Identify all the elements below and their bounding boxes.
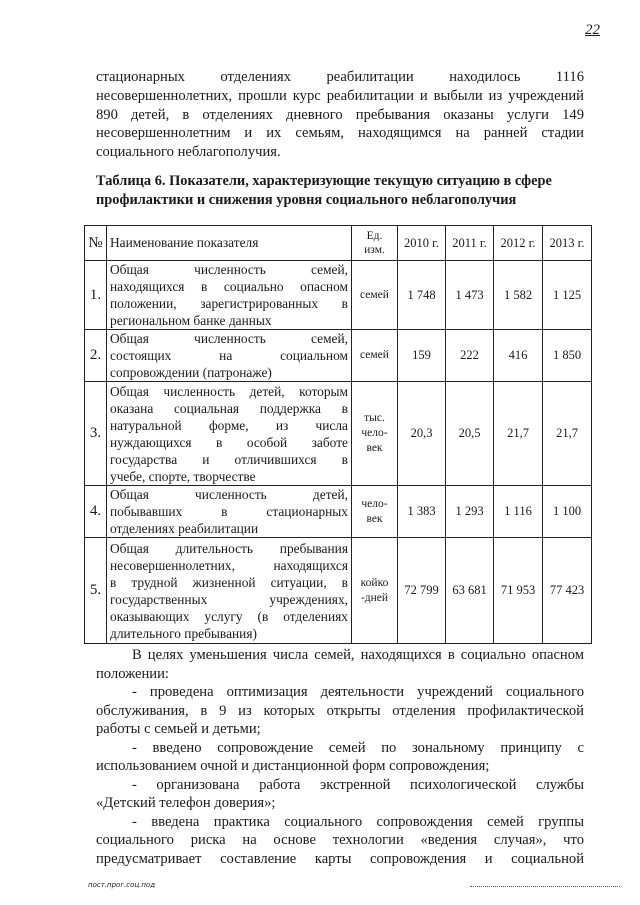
value-cell: 1 473 (446, 261, 494, 330)
intro-line: несовершеннолетних, прошли курс реабилитации и выбыли из учреждений (96, 87, 584, 104)
indicator-line: сопровождении (патронаже) (110, 365, 272, 380)
value-cell: 1 125 (543, 261, 592, 330)
measures-line: - организована работа экстренной психологической службы (132, 776, 584, 793)
value-cell: 72 799 (398, 538, 446, 644)
value-cell: 1 850 (543, 330, 592, 382)
indicator-line: Общая длительность пребывания (110, 540, 348, 556)
table-caption: Таблица 6. Показатели, характеризующие текущую ситуацию в сфере профилактики и снижения уровня социального неблагополучия (96, 173, 552, 208)
indicator-name (107, 382, 352, 486)
table-header-row (85, 226, 592, 261)
table-row (85, 382, 592, 486)
indicator-name (107, 486, 352, 538)
footer-filename: пост.прог.соц.под (88, 881, 156, 889)
value-cell: 21,7 (543, 382, 592, 486)
indicator-line: длительного пребывания) (110, 625, 257, 641)
indicator-line: региональном банке данных (110, 313, 272, 328)
unit-line: койко (360, 576, 389, 589)
indicator-line: несовершеннолетних, находящихся (110, 557, 348, 573)
indicator-line: оказывающих услугу (в отделениях (110, 608, 348, 624)
unit-line: чело- (361, 497, 388, 510)
measures-line: - введено сопровождение семей по зональному принципу с (132, 739, 584, 756)
header-num: № (85, 226, 107, 261)
measures-line: - введена практика социального сопровождения семей группы (132, 813, 584, 830)
indicator-name (107, 538, 352, 644)
header-year: 2012 г. (494, 226, 543, 261)
row-number: 1. (85, 261, 107, 330)
indicator-line: находящихся в социально опасном (110, 279, 348, 294)
intro-line: стационарных отделениях реабилитации находилось 1116 (96, 69, 584, 85)
value-cell: 20,3 (398, 382, 446, 486)
intro-paragraph (96, 68, 584, 162)
indicator-line: натуральной форме, из числа (110, 417, 348, 433)
measures-line: «Детский телефон доверия»; (96, 795, 276, 811)
unit-cell: семей (352, 330, 398, 382)
unit-line: чело- (361, 427, 388, 439)
row-number: 3. (85, 382, 107, 486)
header-year: 2011 г. (446, 226, 494, 261)
indicator-name (107, 330, 352, 382)
footer-rule (470, 886, 620, 887)
indicator-line: в трудной жизненной ситуации, в (110, 574, 348, 590)
value-cell: 159 (398, 330, 446, 382)
value-cell: 63 681 (446, 538, 494, 644)
row-number: 2. (85, 330, 107, 382)
table-row (85, 538, 592, 644)
indicator-name (107, 261, 352, 330)
measures-line: предусматривает составление карты сопровождения и социальной (96, 850, 584, 867)
value-cell: 1 116 (494, 486, 543, 538)
header-year: 2010 г. (398, 226, 446, 261)
intro-line: несовершеннолетним и их семьям, находящимся на ранней стадии (96, 125, 584, 142)
indicators-table (84, 225, 592, 644)
value-cell: 222 (446, 330, 494, 382)
row-number: 4. (85, 486, 107, 538)
value-cell: 20,5 (446, 382, 494, 486)
measures-line: работы с семьей и детьми; (96, 721, 261, 737)
value-cell: 1 582 (494, 261, 543, 330)
indicator-line: положении, зарегистрированных в (110, 296, 348, 311)
indicator-line: учебе, спорте, творчестве (110, 468, 256, 484)
intro-line: социального неблагополучия. (96, 144, 281, 161)
unit-line: -дней (360, 591, 389, 604)
value-cell: 416 (494, 330, 543, 382)
unit-line: век (366, 442, 383, 454)
unit-cell (352, 486, 398, 538)
value-cell: 1 100 (543, 486, 592, 538)
value-cell: 71 953 (494, 538, 543, 644)
measures-line: обслуживания, в 9 из которых открыты отделения профилактической (96, 702, 584, 719)
measures-line: положении: (96, 665, 169, 682)
unit-cell: семей (352, 261, 398, 330)
header-unit: Ед. изм. (352, 226, 398, 261)
value-cell: 1 383 (398, 486, 446, 538)
measures-line: использованием очной и дистанционной форм сопровождения; (96, 758, 490, 774)
table-row (85, 486, 592, 538)
header-year: 2013 г. (543, 226, 592, 261)
unit-line: тыс. (364, 412, 385, 424)
indicator-line: состоящих на социальном (110, 348, 348, 363)
value-cell: 1 748 (398, 261, 446, 330)
table-row (85, 261, 592, 330)
indicator-line: Общая численность детей, которым (110, 383, 348, 399)
unit-cell (352, 538, 398, 644)
indicator-line: нуждающихся в особой заботе (110, 434, 348, 450)
indicator-line: государства и отличившихся в (110, 451, 348, 467)
indicator-line: Общая численность семей, (110, 331, 348, 346)
indicator-line: побывавших в стационарных (110, 504, 348, 519)
value-cell: 77 423 (543, 538, 592, 644)
indicator-line: отделениях реабилитации (110, 521, 259, 536)
table-row (85, 330, 592, 382)
value-cell: 21,7 (494, 382, 543, 486)
measures-line: - проведена оптимизация деятельности учреждений социального (132, 684, 584, 700)
indicator-line: Общая численность семей, (110, 262, 348, 277)
row-number: 5. (85, 538, 107, 644)
unit-line: век (366, 512, 383, 525)
measures-line: В целях уменьшения числа семей, находящихся в социально опасном (132, 647, 584, 663)
header-name: Наименование показателя (107, 226, 352, 261)
unit-cell (352, 382, 398, 486)
measures-paragraph (96, 646, 584, 868)
indicator-line: государственных учреждениях, (110, 591, 348, 607)
value-cell: 1 293 (446, 486, 494, 538)
indicator-line: Общая численность детей, (110, 487, 348, 502)
measures-line: социального риска на основе технологии «ведения случая», что (96, 832, 584, 848)
indicator-line: оказана социальная поддержка в (110, 400, 348, 416)
intro-line: 890 детей, в отделениях дневного пребывания оказаны услуги 149 (96, 106, 584, 123)
page-number: 22 (585, 22, 600, 38)
